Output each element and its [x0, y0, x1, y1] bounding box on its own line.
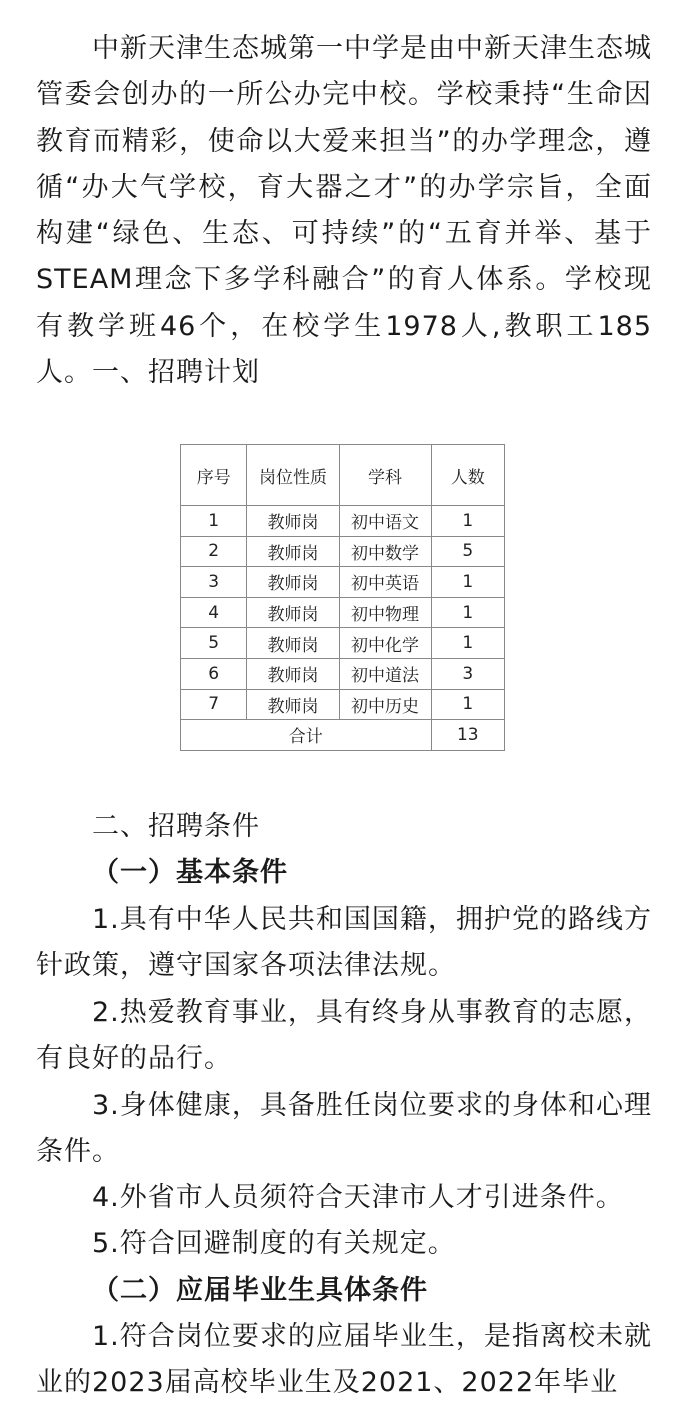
table-cell: 教师岗 [247, 536, 339, 567]
table-cell: 5 [431, 536, 504, 567]
table-row [181, 658, 505, 689]
table-cell: 6 [181, 658, 247, 689]
table-cell: 教师岗 [247, 567, 339, 598]
table-row [181, 536, 505, 567]
table-header-cell: 人数 [431, 445, 504, 506]
table-cell: 教师岗 [247, 597, 339, 628]
table-row [181, 597, 505, 628]
table-header-cell: 学科 [339, 445, 431, 506]
table-cell: 教师岗 [247, 628, 339, 659]
basic-condition-3: 3.身体健康，具备胜任岗位要求的身体和心理条件。 [36, 1090, 652, 1168]
table-cell: 初中数学 [339, 536, 431, 567]
table-cell: 1 [181, 506, 247, 537]
table-cell: 4 [181, 597, 247, 628]
table-cell: 初中英语 [339, 567, 431, 598]
table-cell: 3 [181, 567, 247, 598]
recruitment-plan-table [180, 444, 505, 751]
basic-condition-4: 4.外省市人员须符合天津市人才引进条件。 [92, 1182, 624, 1213]
section-title-recruitment-plan: 一、招聘计划 [92, 357, 260, 388]
intro-paragraph: 中新天津生态城第一中学是由中新天津生态城管委会创办的一所公办完中校。学校秉持“生命因教育而精彩，使命以大爱来担当”的办学理念，遵循“办大气学校，育大器之才”的办学宗旨，全面构建“绿色、生态、可持续”的“五育并举、基于STEAM理念下多学科融合”的育人体系。学校现有教学班46个，在校学生1978人,教职工185人。 [36, 33, 652, 389]
table-cell: 1 [431, 567, 504, 598]
table-cell: 教师岗 [247, 506, 339, 537]
table-cell: 初中道法 [339, 658, 431, 689]
basic-condition-2: 2.热爱教育事业，具有终身从事教育的志愿，有良好的品行。 [36, 997, 652, 1075]
table-row [181, 506, 505, 537]
table-cell: 初中物理 [339, 597, 431, 628]
table-cell: 初中语文 [339, 506, 431, 537]
graduate-condition-1: 1.符合岗位要求的应届毕业生，是指离校未就业的2023届高校毕业生及2021、2022年毕业 [36, 1321, 652, 1399]
table-cell: 7 [181, 689, 247, 720]
subsection-title-basic: （一）基本条件 [92, 857, 288, 888]
table-cell: 2 [181, 536, 247, 567]
table-cell: 1 [431, 689, 504, 720]
total-label: 合计 [181, 720, 432, 751]
table-header-cell: 序号 [181, 445, 247, 506]
basic-condition-1: 1.具有中华人民共和国国籍，拥护党的路线方针政策，遵守国家各项法律法规。 [36, 904, 652, 982]
table-row [181, 567, 505, 598]
table-cell: 初中化学 [339, 628, 431, 659]
table-cell: 教师岗 [247, 689, 339, 720]
table-header-row [181, 445, 505, 506]
subsection-title-graduates: （二）应届毕业生具体条件 [92, 1275, 428, 1306]
table-cell: 1 [431, 597, 504, 628]
table-cell: 3 [431, 658, 504, 689]
table-cell: 教师岗 [247, 658, 339, 689]
table-row [181, 689, 505, 720]
basic-condition-5: 5.符合回避制度的有关规定。 [92, 1228, 456, 1259]
section-title-recruitment-conditions: 二、招聘条件 [92, 811, 260, 842]
table-row [181, 628, 505, 659]
table-cell: 1 [431, 506, 504, 537]
table-cell: 1 [431, 628, 504, 659]
total-value: 13 [431, 720, 504, 751]
table-cell: 初中历史 [339, 689, 431, 720]
table-total-row [181, 720, 505, 751]
table-cell: 5 [181, 628, 247, 659]
table-header-cell: 岗位性质 [247, 445, 339, 506]
